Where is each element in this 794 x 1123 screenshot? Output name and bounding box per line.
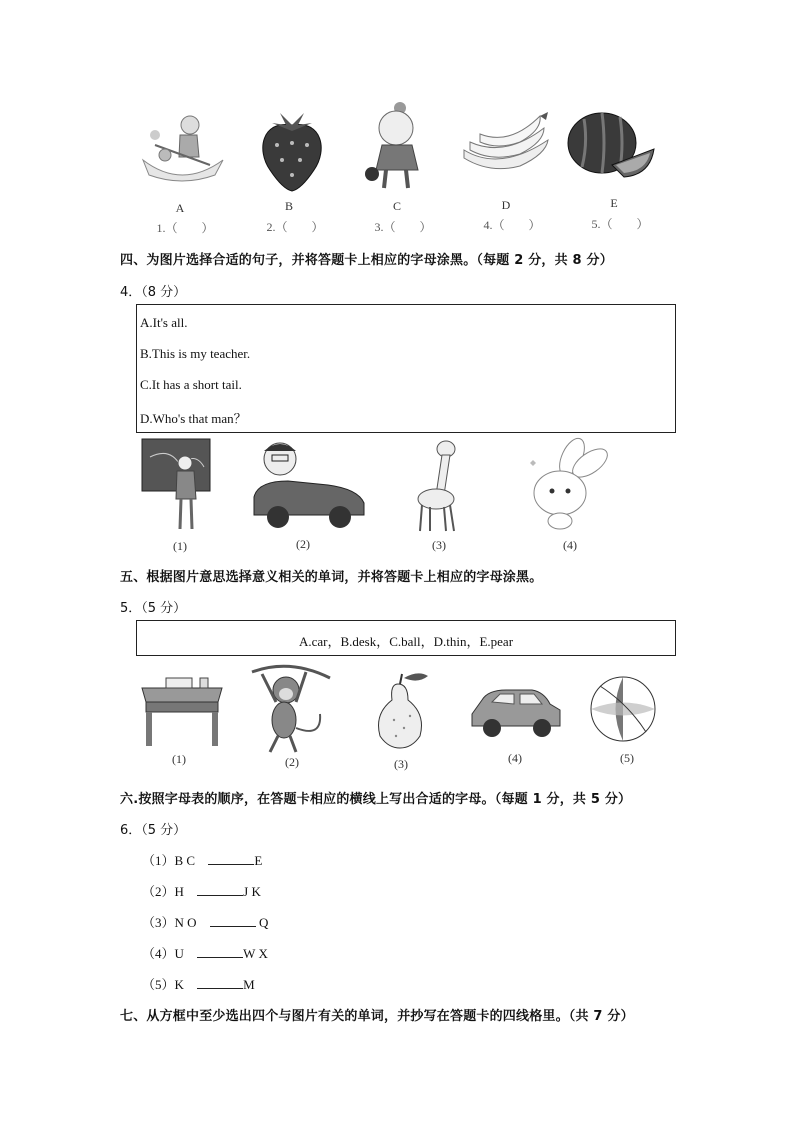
item-post: W X	[243, 946, 268, 961]
picture-pear	[370, 670, 432, 750]
picture-monkey	[250, 658, 332, 756]
sentence-options-box	[136, 304, 676, 433]
item-post: Q	[255, 915, 269, 930]
picture-ball	[588, 674, 658, 744]
letter-item	[142, 850, 262, 869]
answer-blank[interactable]: 4.（ ）	[483, 218, 541, 232]
section-6-title: 六.按照字母表的顺序，在答题卡相应的横线上写出合适的字母。（每题 1 分，共 5 分）	[120, 792, 632, 807]
item-blank[interactable]	[197, 883, 243, 896]
item-number: （4）	[142, 946, 175, 961]
item-number: （1）	[142, 853, 175, 868]
item-post: M	[243, 977, 255, 992]
item-blank[interactable]	[208, 852, 254, 865]
picture-teacher	[140, 437, 220, 532]
answer-blank[interactable]: 3.（ ）	[374, 220, 432, 234]
picture-car	[468, 680, 564, 742]
picture-label: (5)	[620, 751, 634, 765]
item-pre: H	[174, 884, 184, 899]
letter-item	[142, 881, 261, 900]
answer-blank[interactable]: 2.（ ）	[266, 220, 324, 234]
letter-item	[142, 974, 255, 993]
item-number: （2）	[142, 884, 175, 899]
item-post: J K	[243, 884, 261, 899]
picture-strawberry	[252, 105, 332, 193]
item-blank[interactable]	[197, 945, 243, 958]
picture-desk	[138, 668, 226, 748]
picture-giraffe	[410, 437, 465, 535]
picture-letter: A	[175, 201, 185, 215]
word-bank-box	[136, 620, 676, 656]
picture-letter: E	[610, 196, 618, 210]
picture-letter: C	[392, 199, 401, 213]
section-7-title: 七、从方框中至少选出四个与图片有关的单词，并抄写在答题卡的四线格里。（共 7 分）	[120, 1009, 634, 1024]
item-number: （3）	[142, 915, 175, 930]
option-d: D.Who's that man？	[140, 411, 247, 426]
answer-blank[interactable]: 5.（ ）	[591, 217, 649, 231]
picture-label: (2)	[285, 755, 299, 769]
option-a: A.It's all.	[140, 315, 188, 330]
picture-boy-in-boat	[135, 105, 230, 190]
picture-label: (4)	[508, 751, 522, 765]
answer-blank[interactable]: 1.（ ）	[156, 221, 214, 235]
section-4-title: 四、为图片选择合适的句子，并将答题卡上相应的字母涂黑。（每题 2 分，共 8 分）	[120, 253, 613, 268]
picture-rabbit	[520, 437, 610, 532]
question-5-number: 5．（5 分）	[120, 601, 187, 616]
picture-label: (1)	[173, 539, 187, 553]
picture-letter: B	[284, 199, 293, 213]
word-bank: A.car，B.desk，C.ball，D.thin，E.pear	[298, 634, 514, 649]
item-pre: B C	[174, 853, 196, 868]
question-6-number: 6．（5 分）	[120, 823, 187, 838]
option-b: B.This is my teacher.	[140, 346, 251, 361]
picture-label: (1)	[172, 752, 186, 766]
item-pre: K	[174, 977, 184, 992]
item-pre: U	[174, 946, 184, 961]
picture-watermelon	[564, 105, 656, 185]
item-post: E	[254, 853, 263, 868]
picture-letter: D	[501, 198, 511, 212]
picture-bananas	[460, 110, 552, 182]
item-number: （5）	[142, 977, 175, 992]
item-blank[interactable]	[210, 914, 256, 927]
picture-girl-with-ball	[360, 100, 430, 192]
option-c: C.It has a short tail.	[140, 377, 242, 392]
picture-label: (3)	[394, 757, 408, 771]
section-5-title: 五、根据图片意思选择意义相关的单词，并将答题卡上相应的字母涂黑。	[120, 570, 543, 585]
letter-item	[142, 943, 268, 962]
picture-man-in-car	[248, 437, 366, 532]
item-blank[interactable]	[197, 976, 243, 989]
question-4-number: 4．（8 分）	[120, 285, 187, 300]
picture-label: (3)	[432, 538, 446, 552]
letter-item	[142, 912, 268, 931]
picture-label: (2)	[296, 537, 310, 551]
item-pre: N O	[174, 915, 197, 930]
picture-label: (4)	[563, 538, 577, 552]
